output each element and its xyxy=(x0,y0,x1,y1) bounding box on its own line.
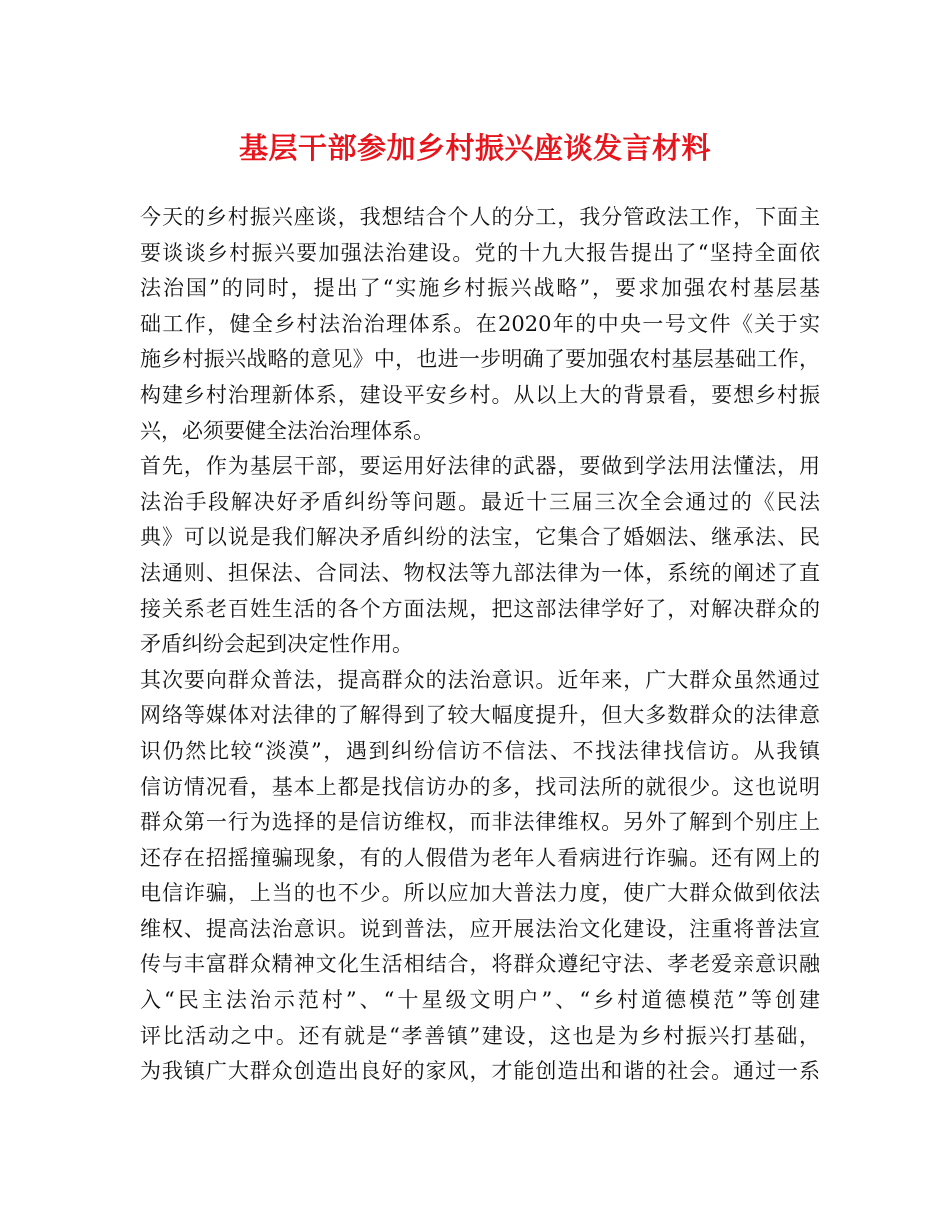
body-line: 法通则、担保法、合同法、物权法等九部法律为一体，系统的阐述了直 xyxy=(140,560,820,585)
body-line: 矛盾纠纷会起到决定性作用。 xyxy=(140,632,413,657)
document-body xyxy=(140,200,820,1090)
body-line: 法治国”的同时，提出了“实施乡村振兴战略”，要求加强农村基层基 xyxy=(140,276,820,301)
body-line: 首先，作为基层干部，要运用好法律的武器，要做到学法用法懂法，用 xyxy=(140,454,820,479)
body-line: 还存在招摇撞骗现象，有的人假借为老年人看病进行诈骗。还有网上的 xyxy=(140,845,820,870)
body-line: 础工作，健全乡村法治治理体系。在2020年的中央一号文件《关于实 xyxy=(140,311,820,336)
body-line: 典》可以说是我们解决矛盾纠纷的法宝，它集合了婚姻法、继承法、民 xyxy=(140,525,820,550)
body-line: 法治手段解决好矛盾纠纷等问题。最近十三届三次全会通过的《民法 xyxy=(140,489,820,514)
body-line: 传与丰富群众精神文化生活相结合，将群众遵纪守法、孝老爱亲意识融 xyxy=(140,952,820,977)
body-line: 电信诈骗，上当的也不少。所以应加大普法力度，使广大群众做到依法 xyxy=(140,881,820,906)
body-line: 兴，必须要健全法治治理体系。 xyxy=(140,418,434,443)
body-line: 维权、提高法治意识。说到普法，应开展法治文化建设，注重将普法宣 xyxy=(140,916,820,941)
body-line: 网络等媒体对法律的了解得到了较大幅度提升，但大多数群众的法律意 xyxy=(140,703,820,728)
body-line: 构建乡村治理新体系，建设平安乡村。从以上大的背景看，要想乡村振 xyxy=(140,382,820,407)
body-line: 要谈谈乡村振兴要加强法治建设。党的十九大报告提出了“坚持全面依 xyxy=(140,240,820,265)
document-title: 基层干部参加乡村振兴座谈发言材料 xyxy=(238,131,711,165)
body-line: 入“民主法治示范村”、“十星级文明户”、“乡村道德模范”等创建 xyxy=(140,988,820,1013)
body-line: 施乡村振兴战略的意见》中，也进一步明确了要加强农村基层基础工作， xyxy=(140,347,820,372)
body-line: 其次要向群众普法，提高群众的法治意识。近年来，广大群众虽然通过 xyxy=(140,667,820,692)
body-line: 识仍然比较“淡漠”，遇到纠纷信访不信法、不找法律找信访。从我镇 xyxy=(140,738,820,763)
body-line: 为我镇广大群众创造出良好的家风，才能创造出和谐的社会。通过一系 xyxy=(140,1059,820,1084)
body-line: 群众第一行为选择的是信访维权，而非法律维权。另外了解到个别庄上 xyxy=(140,810,820,835)
body-line: 今天的乡村振兴座谈，我想结合个人的分工，我分管政法工作，下面主 xyxy=(140,205,820,229)
body-line: 信访情况看，基本上都是找信访办的多，找司法所的就很少。这也说明 xyxy=(140,774,820,799)
body-line: 评比活动之中。还有就是“孝善镇”建设，这也是为乡村振兴打基础， xyxy=(140,1023,820,1048)
body-line: 接关系老百姓生活的各个方面法规，把这部法律学好了，对解决群众的 xyxy=(140,596,820,621)
